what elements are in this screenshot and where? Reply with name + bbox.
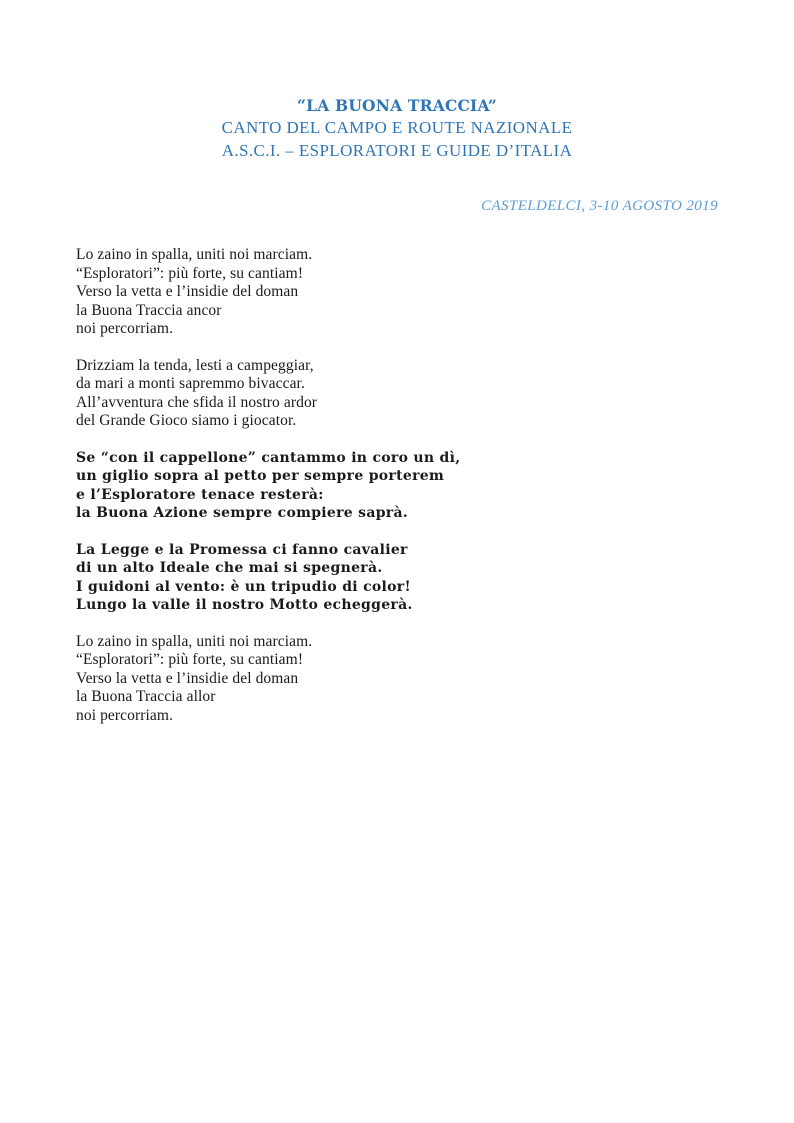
lyric-line: Lungo la valle il nostro Motto echeggerà.: [76, 597, 413, 613]
lyrics-body: [76, 246, 716, 743]
lyric-line: noi percorriam.: [76, 706, 174, 724]
lyric-line: I guidoni al vento: è un tripudio di color!: [76, 578, 411, 595]
lyric-line: e l’Esploratore tenace resterà:: [76, 486, 324, 503]
event-date-line: CASTELDELCI, 3-10 AGOSTO 2019: [481, 198, 718, 214]
lyric-line: un giglio sopra al petto per sempre porterem: [76, 468, 445, 484]
stanza-4: [76, 541, 716, 615]
stanza-2: [76, 357, 716, 431]
stanza-5: [76, 633, 716, 726]
lyric-line: la Buona Azione sempre compiere saprà.: [76, 505, 409, 521]
song-subtitle-event: CANTO DEL CAMPO E ROUTE NAZIONALE: [221, 118, 573, 137]
song-subtitle-association: A.S.C.I. – ESPLORATORI E GUIDE D’ITALIA: [221, 141, 573, 160]
lyric-line: noi percorriam.: [76, 320, 174, 337]
lyric-line: Lo zaino in spalla, uniti noi marciam.: [76, 246, 313, 263]
lyric-line: Se “con il cappellone” cantammo in coro un dì,: [76, 449, 461, 466]
lyric-line: Verso la vetta e l’insidie del doman: [76, 669, 299, 687]
lyric-line: Drizziam la tenda, lesti a campeggiar,: [76, 356, 314, 374]
stanza-3: [76, 449, 716, 523]
lyric-line: “Esploratori”: più forte, su cantiam!: [76, 651, 304, 668]
lyric-line: Verso la vetta e l’insidie del doman: [76, 283, 299, 300]
lyric-line: da mari a monti sapremmo bivaccar.: [76, 375, 305, 392]
lyric-line: del Grande Gioco siamo i giocator.: [76, 412, 297, 429]
song-title: “LA BUONA TRACCIA”: [296, 96, 497, 115]
lyric-line: La Legge e la Promessa ci fanno cavalier: [76, 541, 408, 558]
song-header: [0, 96, 794, 162]
lyric-line: la Buona Traccia ancor: [76, 301, 222, 319]
stanza-1: [76, 246, 716, 339]
lyric-line: All’avventura che sfida il nostro ardor: [76, 393, 318, 411]
lyric-line: Lo zaino in spalla, uniti noi marciam.: [76, 632, 313, 650]
lyric-line: “Esploratori”: più forte, su cantiam!: [76, 264, 304, 282]
lyric-line: di un alto Ideale che mai si spegnerà.: [76, 560, 383, 576]
lyric-line: la Buona Traccia allor: [76, 688, 216, 705]
